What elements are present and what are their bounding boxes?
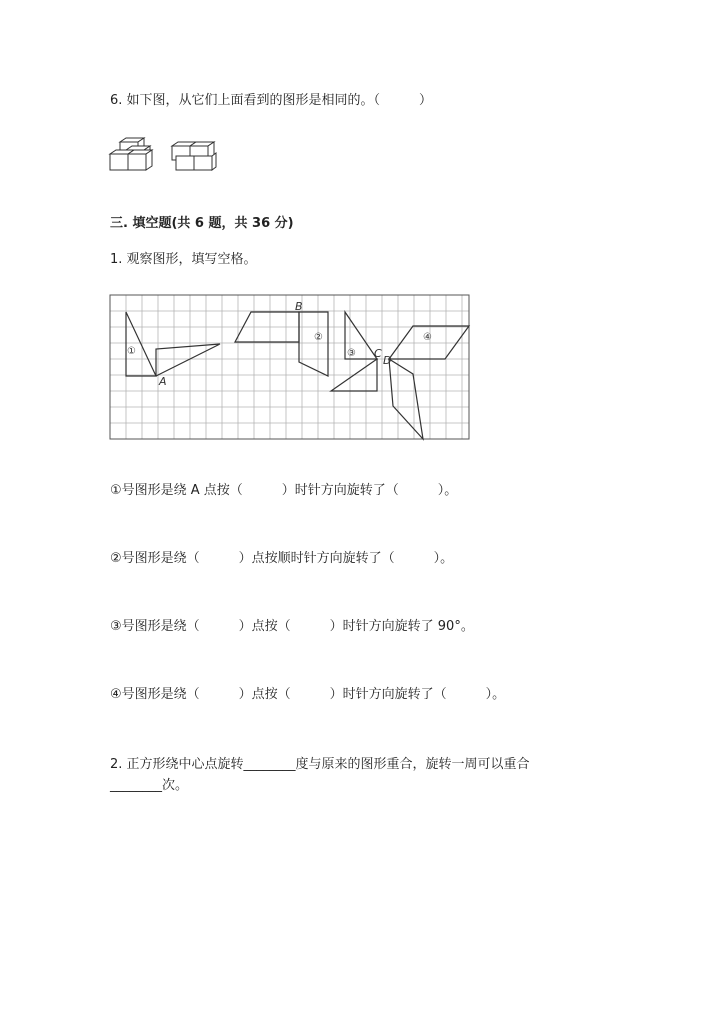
q1-item-1: ①号图形是绕 A 点按（ ）时针方向旋转了（ ）。 [110, 483, 458, 498]
q1-prompt: 1. 观察图形，填写空格。 [110, 252, 257, 267]
q1-item-2: ②号图形是绕（ ）点按顺时针方向旋转了（ ）。 [110, 551, 454, 566]
q1-item-4: ④号图形是绕（ ）点按（ ）时针方向旋转了（ ）。 [110, 687, 506, 702]
shapes [126, 312, 469, 439]
shape-1 [126, 312, 156, 376]
q2-line-2: ________次。 [110, 778, 189, 793]
section-heading: 三. 填空题(共 6 题，共 36 分) [110, 216, 294, 231]
rotation-grid-figure [109, 294, 471, 442]
shape-4-rotated [389, 359, 423, 439]
label-point-C: C [374, 347, 382, 360]
label-shape-4: ④ [423, 332, 432, 343]
label-point-A: A [159, 375, 167, 388]
cube-group-left [110, 138, 152, 170]
label-shape-3: ③ [347, 348, 356, 359]
cube-group-right [172, 142, 216, 170]
grid-lines [110, 295, 469, 439]
shape-2 [299, 312, 328, 376]
label-shape-2: ② [314, 332, 323, 343]
cube-figures [106, 136, 226, 180]
shape-1-rotated [156, 344, 220, 376]
q6-text: 6. 如下图，从它们上面看到的图形是相同的。（ ） [110, 93, 433, 108]
q1-item-3: ③号图形是绕（ ）点按（ ）时针方向旋转了 90°。 [110, 619, 474, 634]
label-shape-1: ① [127, 346, 136, 357]
q2-line-1: 2. 正方形绕中心点旋转________度与原来的图形重合，旋转一周可以重合 [110, 757, 530, 772]
grid-border [110, 295, 469, 439]
label-point-B: B [295, 300, 303, 313]
label-point-D: D [383, 354, 392, 367]
